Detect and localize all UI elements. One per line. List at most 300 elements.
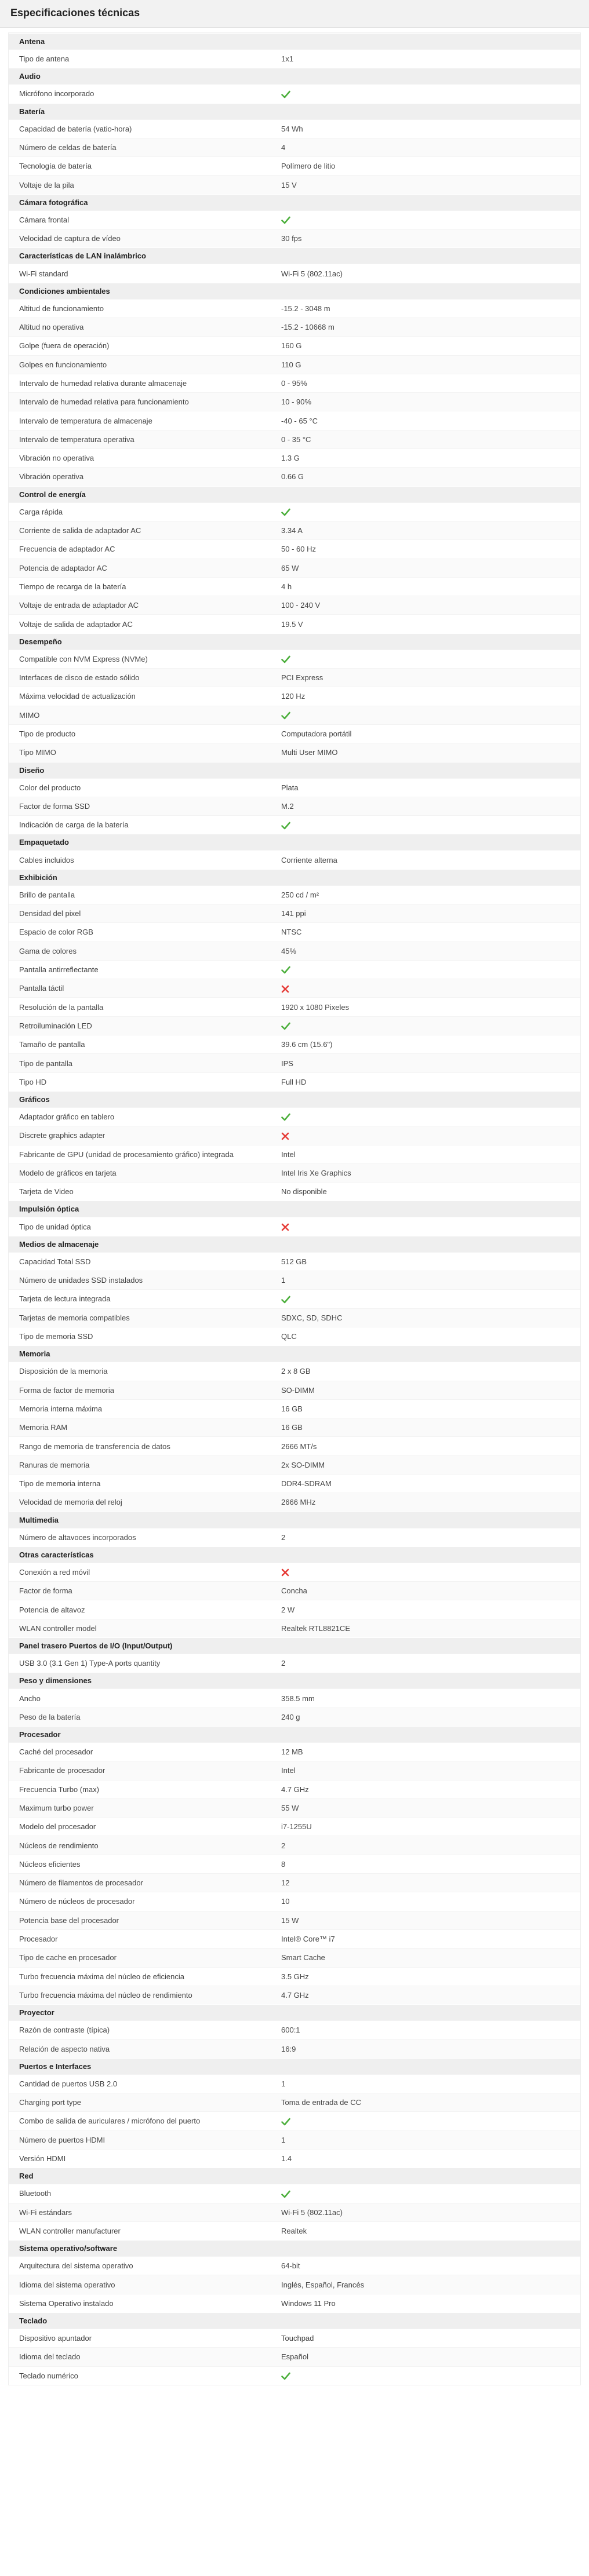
- spec-value: 3.34 A: [281, 526, 303, 535]
- check-icon: [281, 965, 580, 975]
- section-rows: [9, 502, 580, 633]
- spec-value: Plata: [281, 783, 299, 792]
- spec-row: [9, 2203, 580, 2221]
- cross-icon: [281, 1131, 580, 1140]
- spec-value: 50 - 60 Hz: [281, 545, 316, 554]
- spec-row: [9, 392, 580, 411]
- spec-row: [9, 1436, 580, 1455]
- check-icon: [281, 820, 580, 830]
- spec-value: 16 GB: [281, 1404, 303, 1413]
- section-header-exhibicion: Exhibición: [9, 869, 580, 885]
- spec-value: DDR4-SDRAM: [281, 1479, 332, 1488]
- spec-value: 141 ppi: [281, 909, 306, 918]
- spec-row: [9, 1182, 580, 1201]
- spec-row: [9, 1308, 580, 1327]
- spec-row: [9, 596, 580, 614]
- section-header-caracteristicas-de-lan-inalambrico: Características de LAN inalámbrico: [9, 247, 580, 264]
- check-icon: [281, 1112, 580, 1122]
- spec-label: Voltaje de entrada de adaptador AC: [19, 601, 139, 610]
- section-rows: [9, 49, 580, 68]
- spec-row: [9, 1817, 580, 1836]
- spec-label: Velocidad de memoria del reloj: [19, 1498, 122, 1507]
- spec-label: Wi-Fi standard: [19, 269, 68, 278]
- spec-label: Gama de colores: [19, 946, 77, 955]
- spec-row: [9, 374, 580, 392]
- spec-label: Intervalo de temperatura operativa: [19, 435, 134, 444]
- spec-row: [9, 49, 580, 68]
- spec-label: Conexión a red móvil: [19, 1568, 90, 1577]
- spec-row: [9, 1016, 580, 1035]
- page-header: [0, 0, 589, 28]
- spec-label: Memoria RAM: [19, 1423, 68, 1432]
- spec-label: Sistema Operativo instalado: [19, 2298, 114, 2308]
- section-header-multimedia: Multimedia: [9, 1512, 580, 1528]
- spec-value: 160 G: [281, 341, 302, 351]
- spec-label: Tipo MIMO: [19, 748, 56, 757]
- spec-row: [9, 2347, 580, 2366]
- spec-label: Bluetooth: [19, 2189, 51, 2198]
- spec-value: Intel: [281, 1766, 296, 1775]
- spec-row: [9, 2074, 580, 2093]
- check-icon: [281, 655, 580, 664]
- check-icon: [281, 508, 580, 517]
- spec-value: 250 cd / m²: [281, 890, 319, 899]
- section-header-sistema-operativo-software: Sistema operativo/software: [9, 2240, 580, 2256]
- spec-row: [9, 2294, 580, 2312]
- spec-value: SDXC, SD, SDHC: [281, 1313, 343, 1322]
- spec-label: Ranuras de memoria: [19, 1460, 90, 1469]
- spec-value: 3.5 GHz: [281, 1972, 309, 1981]
- spec-label: Tipo de memoria interna: [19, 1479, 101, 1488]
- spec-row: [9, 2149, 580, 2168]
- spec-label: Tipo de antena: [19, 54, 70, 64]
- section-header-empaquetado: Empaquetado: [9, 834, 580, 850]
- spec-value: 65 W: [281, 563, 299, 572]
- spec-row: [9, 336, 580, 355]
- spec-row: [9, 430, 580, 448]
- spec-label: Tipo de unidad óptica: [19, 1222, 91, 1231]
- spec-value: 512 GB: [281, 1257, 307, 1266]
- spec-row: [9, 997, 580, 1016]
- spec-row: [9, 138, 580, 156]
- spec-label: Tipo HD: [19, 1077, 47, 1086]
- spec-row: [9, 355, 580, 374]
- spec-row: [9, 411, 580, 429]
- spec-value: Computadora portátil: [281, 729, 352, 739]
- spec-row: [9, 922, 580, 941]
- spec-value: 240 g: [281, 1712, 300, 1721]
- spec-row: [9, 559, 580, 577]
- section-header-impulsion-optica: Impulsión óptica: [9, 1201, 580, 1217]
- spec-row: [9, 1761, 580, 1779]
- spec-row: [9, 2221, 580, 2240]
- section-header-panel-trasero-puertos-de-i-o-input-output: Panel trasero Puertos de I/O (Input/Output): [9, 1637, 580, 1654]
- spec-row: [9, 210, 580, 229]
- check-icon: [281, 2371, 580, 2380]
- section-rows: [9, 264, 580, 282]
- spec-value: 45%: [281, 946, 297, 955]
- spec-value: Touchpad: [281, 2334, 314, 2343]
- spec-row: [9, 614, 580, 633]
- spec-value: Intel: [281, 1150, 296, 1159]
- spec-label: Intervalo de humedad relativa durante almacenaje: [19, 379, 187, 388]
- spec-label: Corriente de salida de adaptador AC: [19, 526, 141, 535]
- spec-row: [9, 1892, 580, 1910]
- spec-label: Color del producto: [19, 783, 81, 792]
- spec-label: Núcleos eficientes: [19, 1859, 81, 1869]
- section-rows: [9, 1252, 580, 1345]
- section-rows: [9, 1528, 580, 1546]
- spec-row: [9, 1688, 580, 1707]
- spec-label: Wi-Fi estándars: [19, 2208, 72, 2217]
- spec-label: Charging port type: [19, 2098, 81, 2107]
- section-header-puertos-e-interfaces: Puertos e Interfaces: [9, 2058, 580, 2074]
- spec-row: [9, 979, 580, 997]
- spec-label: Velocidad de captura de vídeo: [19, 234, 121, 243]
- section-header-audio: Audio: [9, 68, 580, 84]
- section-rows: [9, 778, 580, 834]
- spec-row: [9, 2256, 580, 2275]
- spec-label: Pantalla antirreflectante: [19, 965, 99, 975]
- spec-value: QLC: [281, 1332, 297, 1341]
- spec-row: [9, 778, 580, 797]
- section-rows: [9, 1654, 580, 1672]
- spec-value: Multi User MIMO: [281, 748, 338, 757]
- spec-value: -15.2 - 10668 m: [281, 323, 335, 332]
- spec-value: Corriente alterna: [281, 855, 337, 864]
- spec-label: Fabricante de procesador: [19, 1766, 106, 1775]
- spec-label: Maximum turbo power: [19, 1804, 94, 1812]
- section-header-condiciones-ambientales: Condiciones ambientales: [9, 283, 580, 299]
- check-icon: [281, 89, 580, 98]
- spec-label: Tipo de cache en procesador: [19, 1953, 117, 1962]
- section-header-otras-caracteristicas: Otras características: [9, 1546, 580, 1563]
- spec-row: [9, 1217, 580, 1235]
- spec-value: SO-DIMM: [281, 1385, 315, 1395]
- spec-row: [9, 448, 580, 467]
- spec-value: 2666 MHz: [281, 1498, 316, 1507]
- spec-row: [9, 1967, 580, 1986]
- spec-row: [9, 850, 580, 869]
- spec-value: 4.7 GHz: [281, 1785, 309, 1794]
- section-rows: [9, 2329, 580, 2385]
- section-header-control-de-energia: Control de energía: [9, 486, 580, 502]
- spec-row: [9, 1600, 580, 1618]
- spec-row: [9, 1493, 580, 1511]
- section-rows: [9, 2074, 580, 2168]
- check-icon: [281, 710, 580, 720]
- spec-label: Capacidad de batería (vatio-hora): [19, 124, 132, 133]
- spec-label: Disposición de la memoria: [19, 1367, 108, 1376]
- spec-row: [9, 668, 580, 687]
- spec-value: 39.6 cm (15.6"): [281, 1040, 333, 1049]
- spec-value: Intel Iris Xe Graphics: [281, 1168, 351, 1177]
- spec-value: Realtek: [281, 2226, 307, 2235]
- spec-value: 1x1: [281, 54, 293, 64]
- spec-row: [9, 687, 580, 705]
- spec-label: Altitud de funcionamiento: [19, 304, 104, 313]
- section-rows: [9, 850, 580, 869]
- spec-row: [9, 2130, 580, 2149]
- spec-value: NTSC: [281, 928, 302, 937]
- spec-label: Vibración no operativa: [19, 454, 94, 463]
- spec-row: [9, 815, 580, 834]
- spec-row: [9, 1289, 580, 1308]
- spec-value: 2x SO-DIMM: [281, 1460, 325, 1469]
- section-header-bateria: Batería: [9, 103, 580, 119]
- spec-label: Cantidad de puertos USB 2.0: [19, 2079, 118, 2088]
- spec-label: Intervalo de humedad relativa para funcionamiento: [19, 397, 189, 407]
- spec-label: Cables incluidos: [19, 855, 74, 864]
- spec-label: Capacidad Total SSD: [19, 1257, 91, 1266]
- spec-row: [9, 467, 580, 486]
- spec-row: [9, 885, 580, 904]
- spec-label: Número de altavoces incorporados: [19, 1533, 136, 1542]
- spec-label: Número de celdas de batería: [19, 143, 117, 152]
- spec-label: Frecuencia Turbo (max): [19, 1785, 99, 1794]
- section-header-memoria: Memoria: [9, 1345, 580, 1362]
- spec-label: WLAN controller manufacturer: [19, 2226, 121, 2235]
- spec-label: Número de núcleos de procesador: [19, 1897, 135, 1906]
- spec-label: Modelo del procesador: [19, 1822, 96, 1831]
- spec-row: [9, 1619, 580, 1637]
- spec-label: Discrete graphics adapter: [19, 1131, 106, 1140]
- spec-value: 54 Wh: [281, 124, 303, 133]
- spec-value: 10: [281, 1897, 290, 1906]
- section-header-medios-de-almacenaje: Medios de almacenaje: [9, 1236, 580, 1252]
- spec-value: 2: [281, 1659, 286, 1668]
- spec-row: [9, 724, 580, 743]
- spec-row: [9, 1742, 580, 1761]
- spec-value: 110 G: [281, 360, 301, 369]
- spec-label: Tipo de pantalla: [19, 1059, 73, 1068]
- spec-value: 30 fps: [281, 234, 302, 243]
- spec-value: 8: [281, 1859, 286, 1869]
- section-rows: [9, 1563, 580, 1637]
- section-rows: [9, 650, 580, 762]
- spec-value: Concha: [281, 1586, 307, 1596]
- spec-label: Carga rápida: [19, 507, 63, 516]
- spec-label: Ancho: [19, 1694, 41, 1703]
- spec-value: Polímero de litio: [281, 162, 336, 171]
- spec-row: [9, 2275, 580, 2293]
- spec-label: Tarjeta de Video: [19, 1187, 74, 1196]
- spec-row: [9, 1836, 580, 1854]
- check-icon: [281, 1021, 580, 1031]
- spec-row: [9, 156, 580, 175]
- spec-row: [9, 942, 580, 960]
- spec-row: [9, 2039, 580, 2057]
- spec-row: [9, 1798, 580, 1817]
- spec-row: [9, 904, 580, 922]
- section-header-camara-fotografica: Cámara fotográfica: [9, 194, 580, 210]
- spec-value: 1.3 G: [281, 454, 300, 463]
- cross-icon: [281, 984, 580, 993]
- spec-value: 10 - 90%: [281, 397, 312, 407]
- section-rows: [9, 1107, 580, 1201]
- spec-value: No disponible: [281, 1187, 327, 1196]
- spec-label: Número de puertos HDMI: [19, 2135, 106, 2144]
- check-icon: [281, 2189, 580, 2198]
- spec-row: [9, 2329, 580, 2347]
- spec-label: Procesador: [19, 1935, 58, 1944]
- section-header-peso-y-dimensiones: Peso y dimensiones: [9, 1672, 580, 1688]
- spec-value: 2: [281, 1841, 286, 1850]
- spec-value: 0 - 35 °C: [281, 435, 311, 444]
- spec-row: [9, 1563, 580, 1581]
- spec-label: Caché del procesador: [19, 1747, 93, 1757]
- section-rows: [9, 1362, 580, 1511]
- spec-label: Voltaje de salida de adaptador AC: [19, 619, 133, 629]
- spec-value: PCI Express: [281, 673, 323, 683]
- spec-row: [9, 1163, 580, 1182]
- spec-label: Golpe (fuera de operación): [19, 341, 110, 351]
- spec-value: -40 - 65 °C: [281, 416, 318, 425]
- spec-label: Tiempo de recarga de la batería: [19, 582, 126, 591]
- spec-row: [9, 1474, 580, 1493]
- spec-row: [9, 1381, 580, 1399]
- spec-label: Tecnología de batería: [19, 162, 92, 171]
- section-header-desempeno: Desempeño: [9, 633, 580, 650]
- spec-label: Rango de memoria de transferencia de datos: [19, 1442, 170, 1451]
- spec-row: [9, 1327, 580, 1345]
- spec-label: Memoria interna máxima: [19, 1404, 103, 1413]
- section-rows: [9, 299, 580, 486]
- spec-label: Factor de forma SSD: [19, 801, 90, 811]
- spec-value: IPS: [281, 1059, 293, 1068]
- spec-value: Realtek RTL8821CE: [281, 1623, 350, 1633]
- spec-label: Relación de aspecto nativa: [19, 2044, 110, 2053]
- spec-label: MIMO: [19, 710, 40, 720]
- spec-value: 19.5 V: [281, 619, 303, 629]
- spec-value: Smart Cache: [281, 1953, 325, 1962]
- section-header-antena: Antena: [9, 33, 580, 49]
- spec-label: Combo de salida de auriculares / micrófono del puerto: [19, 2117, 201, 2126]
- section-header-teclado: Teclado: [9, 2312, 580, 2329]
- spec-row: [9, 2184, 580, 2202]
- spec-value: 1: [281, 2135, 286, 2144]
- spec-label: Dispositivo apuntador: [19, 2334, 92, 2343]
- spec-label: Altitud no operativa: [19, 323, 84, 332]
- spec-row: [9, 2093, 580, 2111]
- spec-value: i7-1255U: [281, 1822, 312, 1831]
- spec-row: [9, 502, 580, 521]
- section-rows: [9, 84, 580, 103]
- spec-label: Tarjeta de lectura integrada: [19, 1294, 111, 1304]
- spec-row: [9, 1053, 580, 1072]
- spec-row: [9, 577, 580, 596]
- section-header-red: Red: [9, 2168, 580, 2184]
- spec-row: [9, 1654, 580, 1672]
- spec-row: [9, 797, 580, 815]
- spec-label: Compatible con NVM Express (NVMe): [19, 654, 148, 663]
- spec-value: 600:1: [281, 2026, 300, 2035]
- spec-table: [8, 32, 581, 2385]
- spec-row: [9, 84, 580, 103]
- spec-row: [9, 175, 580, 194]
- spec-label: Número de filamentos de procesador: [19, 1878, 143, 1888]
- spec-row: [9, 1873, 580, 1892]
- spec-row: [9, 299, 580, 318]
- spec-row: [9, 1418, 580, 1436]
- spec-row: [9, 264, 580, 282]
- spec-label: Razón de contraste (típica): [19, 2026, 110, 2035]
- spec-row: [9, 1035, 580, 1053]
- spec-row: [9, 1780, 580, 1798]
- spec-label: Tipo de producto: [19, 729, 76, 739]
- spec-label: Micrófono incorporado: [19, 89, 94, 98]
- spec-value: 1.4: [281, 2154, 292, 2163]
- spec-value: 2 x 8 GB: [281, 1367, 311, 1376]
- check-icon: [281, 2117, 580, 2126]
- spec-label: WLAN controller model: [19, 1623, 97, 1633]
- spec-label: Interfaces de disco de estado sólido: [19, 673, 140, 683]
- spec-row: [9, 2111, 580, 2130]
- spec-value: Full HD: [281, 1077, 307, 1086]
- spec-row: [9, 1528, 580, 1546]
- spec-label: Adaptador gráfico en tablero: [19, 1112, 115, 1122]
- spec-label: Cámara frontal: [19, 215, 69, 224]
- spec-value: Inglés, Español, Francés: [281, 2280, 365, 2289]
- spec-row: [9, 1252, 580, 1271]
- spec-row: [9, 1126, 580, 1144]
- spec-row: [9, 1455, 580, 1474]
- spec-value: 2666 MT/s: [281, 1442, 317, 1451]
- spec-label: Número de unidades SSD instalados: [19, 1276, 143, 1285]
- spec-row: [9, 1911, 580, 1929]
- spec-row: [9, 1362, 580, 1380]
- spec-value: -15.2 - 3048 m: [281, 304, 330, 313]
- spec-value: 16:9: [281, 2044, 296, 2053]
- spec-row: [9, 1855, 580, 1873]
- spec-value: Wi-Fi 5 (802.11ac): [281, 2208, 343, 2217]
- spec-label: Brillo de pantalla: [19, 890, 75, 899]
- cross-icon: [281, 1222, 580, 1231]
- spec-value: 12 MB: [281, 1747, 303, 1757]
- spec-value: 64-bit: [281, 2261, 300, 2271]
- spec-label: Idioma del teclado: [19, 2352, 81, 2362]
- spec-row: [9, 1145, 580, 1163]
- spec-row: [9, 1581, 580, 1600]
- spec-value: 0.66 G: [281, 472, 304, 481]
- spec-label: Arquitectura del sistema operativo: [19, 2261, 133, 2271]
- check-icon: [281, 216, 580, 225]
- spec-row: [9, 1271, 580, 1289]
- spec-label: Voltaje de la pila: [19, 180, 74, 189]
- spec-label: Tamaño de pantalla: [19, 1040, 85, 1049]
- spec-row: [9, 539, 580, 558]
- spec-label: Potencia de altavoz: [19, 1605, 85, 1614]
- section-rows: [9, 2184, 580, 2240]
- spec-row: [9, 2020, 580, 2039]
- spec-label: Tipo de memoria SSD: [19, 1332, 93, 1341]
- spec-value: 55 W: [281, 1804, 299, 1812]
- spec-row: [9, 650, 580, 668]
- spec-row: [9, 1929, 580, 1948]
- spec-value: 16 GB: [281, 1423, 303, 1432]
- spec-row: [9, 1072, 580, 1091]
- spec-value: 15 W: [281, 1915, 299, 1925]
- spec-label: Turbo frecuencia máxima del núcleo de eficiencia: [19, 1972, 184, 1981]
- spec-value: 2 W: [281, 1605, 295, 1614]
- section-rows: [9, 1217, 580, 1235]
- spec-label: Pantalla táctil: [19, 984, 64, 993]
- section-header-proyector: Proyector: [9, 2004, 580, 2020]
- spec-value: 1920 x 1080 Pixeles: [281, 1002, 350, 1012]
- spec-label: Espacio de color RGB: [19, 928, 93, 937]
- spec-label: Turbo frecuencia máxima del núcleo de rendimiento: [19, 1990, 192, 1999]
- spec-value: 120 Hz: [281, 692, 306, 701]
